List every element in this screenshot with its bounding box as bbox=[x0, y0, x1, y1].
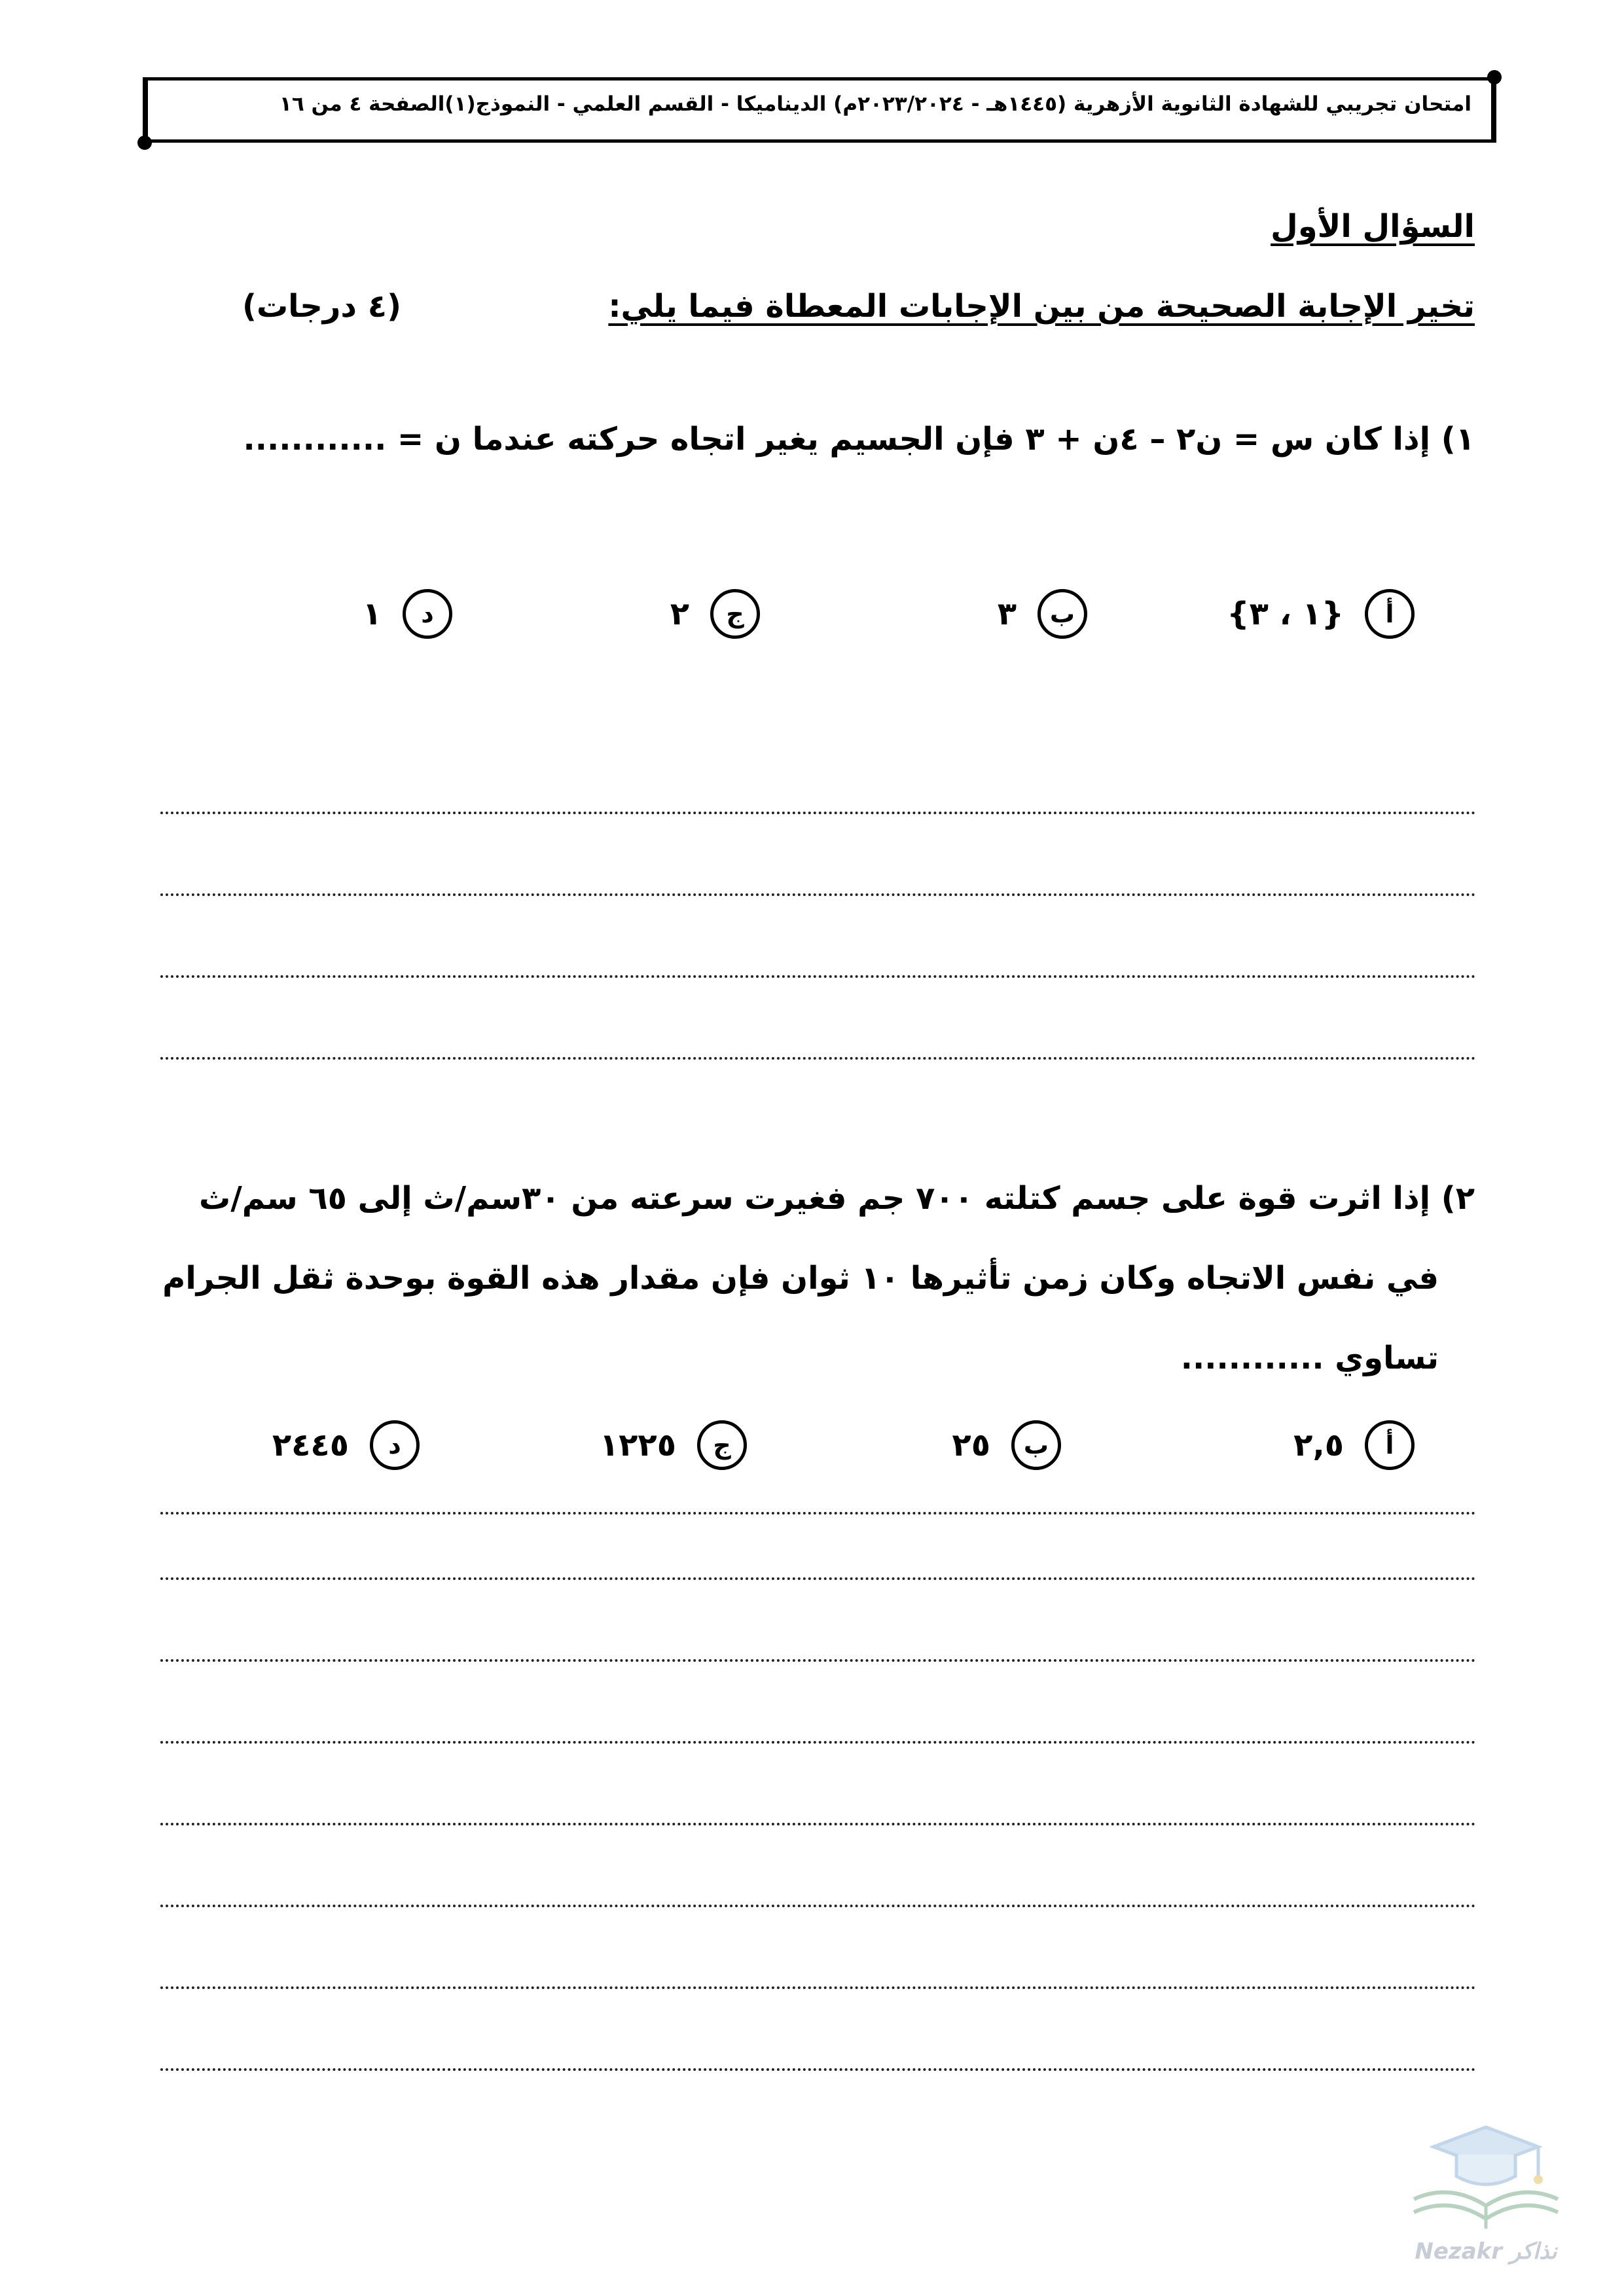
answer-line[interactable] bbox=[160, 2068, 1476, 2071]
choice-letter-badge: أ bbox=[1365, 1420, 1415, 1470]
answer-line[interactable] bbox=[160, 812, 1476, 814]
answer-line[interactable] bbox=[160, 975, 1476, 978]
question-1-text: ١) إذا كان س = ن٢ – ٤ن + ٣ فإن الجسيم يغير اتجاه حركته عندما ن = ............ bbox=[243, 421, 1475, 457]
choice-letter-badge: د bbox=[370, 1420, 420, 1470]
choice-b[interactable] bbox=[952, 1420, 1061, 1470]
marks-label: (٤ درجات) bbox=[242, 288, 401, 325]
header-banner bbox=[143, 77, 1496, 143]
answer-line[interactable] bbox=[160, 1905, 1476, 1907]
question-2 bbox=[153, 1158, 1475, 1398]
choice-value: ١٢٢٥ bbox=[599, 1427, 676, 1463]
choice-letter-badge: ب bbox=[1011, 1420, 1061, 1470]
graduation-book-icon bbox=[1388, 2114, 1584, 2238]
choice-a[interactable] bbox=[1227, 589, 1415, 639]
question-2-line-3: تساوي ............ bbox=[1180, 1340, 1439, 1376]
header-title: امتحان تجريبي للشهادة الثانوية الأزهرية (١٤٤٥هـ - ٢٠٢٣/٢٠٢٤م) الديناميكا - القسم العلمي - النموذج(١)الصفحة ٤ من ١٦ bbox=[279, 92, 1471, 116]
choice-c[interactable] bbox=[600, 1420, 747, 1470]
watermark-text: Nezakr نذاكر bbox=[1415, 2238, 1557, 2265]
question-2-line-1: ٢) إذا اثرت قوة على جسم كتلته ٧٠٠ جم فغيرت سرعته من ٣٠سم/ث إلى ٦٥ سم/ث bbox=[199, 1180, 1475, 1217]
choice-value: {١ ، ٣} bbox=[1227, 596, 1344, 632]
answer-line[interactable] bbox=[160, 1512, 1476, 1515]
choice-value: ٢٥ bbox=[952, 1427, 990, 1463]
answer-line[interactable] bbox=[160, 893, 1476, 896]
question-1 bbox=[166, 399, 1475, 479]
answer-line[interactable] bbox=[160, 1577, 1476, 1580]
choice-value: ٣ bbox=[997, 596, 1017, 632]
choice-value: ١ bbox=[362, 596, 382, 632]
choice-b[interactable] bbox=[998, 589, 1087, 639]
question-2-choices bbox=[132, 1420, 1415, 1486]
choice-letter-badge: ب bbox=[1038, 589, 1087, 639]
choice-value: ٢ bbox=[670, 596, 689, 632]
choice-value: ٢,٥ bbox=[1293, 1427, 1344, 1463]
choice-a[interactable] bbox=[1293, 1420, 1415, 1470]
choice-letter-badge: د bbox=[403, 589, 452, 639]
answer-line[interactable] bbox=[160, 1986, 1476, 1989]
answer-line[interactable] bbox=[160, 1659, 1476, 1662]
choice-value: ٢٤٤٥ bbox=[272, 1427, 349, 1463]
choice-letter-badge: ج bbox=[710, 589, 760, 639]
answer-line[interactable] bbox=[160, 1057, 1476, 1060]
question-1-choices bbox=[132, 589, 1415, 655]
choice-letter-badge: ج bbox=[697, 1420, 747, 1470]
answer-line[interactable] bbox=[160, 1823, 1476, 1825]
choice-d[interactable] bbox=[272, 1420, 420, 1470]
answer-line[interactable] bbox=[160, 1741, 1476, 1744]
section-title: السؤال الأول bbox=[1271, 208, 1475, 245]
choice-letter-badge: أ bbox=[1365, 589, 1415, 639]
instruction: تخير الإجابة الصحيحة من بين الإجابات المعطاة فيما يلي: bbox=[608, 288, 1475, 325]
nezakr-watermark bbox=[1388, 2114, 1584, 2271]
choice-d[interactable] bbox=[363, 589, 452, 639]
choice-c[interactable] bbox=[670, 589, 760, 639]
question-2-line-2: في نفس الاتجاه وكان زمن تأثيرها ١٠ ثوان فإن مقدار هذه القوة بوحدة ثقل الجرام bbox=[162, 1260, 1439, 1297]
